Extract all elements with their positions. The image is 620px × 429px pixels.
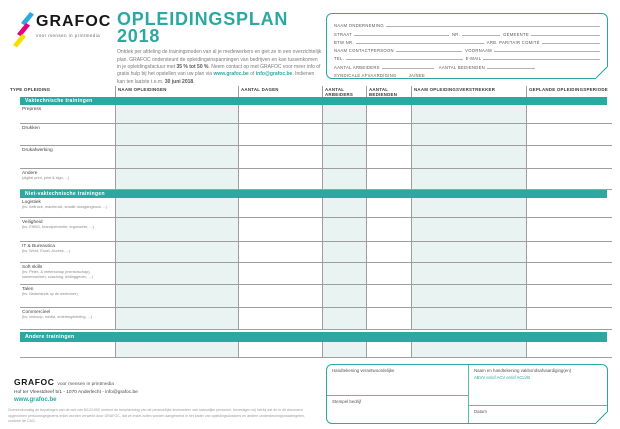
label-naam-contactpersoon: NAAM CONTACTPERSOON (334, 48, 394, 54)
table-row-drukafwerking (20, 146, 612, 169)
cell-aantal-dagen[interactable] (238, 198, 322, 217)
footer-brand-tagline: voor mensen in printmedia (57, 382, 114, 387)
intro-deadline: 30 juni 2018 (164, 78, 194, 85)
row-label: Prepress (22, 106, 42, 112)
field-tel[interactable] (346, 58, 463, 60)
cell-aantal-bedienden[interactable] (366, 169, 411, 189)
cell-naam-opleidingen[interactable] (115, 242, 238, 262)
row-label: Logistiek (22, 199, 41, 205)
field-aantal-bedienden[interactable] (487, 67, 535, 69)
cell-aantal-bedienden[interactable] (366, 308, 411, 329)
table-row-prepress (20, 105, 612, 124)
cell-opleidingsperiode[interactable] (526, 263, 612, 284)
cell-naam-opleidingen[interactable] (115, 124, 238, 145)
row-sublabel: (bv. verkoop, media, orderbegeleiding, ...) (22, 315, 92, 319)
table-row-talen (20, 285, 612, 308)
signature-box (326, 364, 608, 424)
cell-opleidingsverstrekker[interactable] (411, 308, 526, 329)
table-row-it-bureautica (20, 242, 612, 263)
website-link[interactable]: www.grafoc.be (213, 71, 249, 78)
intro-text: of (248, 71, 256, 78)
date-label: Datum (474, 409, 487, 414)
label-gemeente: GEMEENTE (503, 31, 529, 37)
section-header-andere (20, 332, 607, 342)
cell-aantal-bedienden[interactable] (366, 285, 411, 307)
row-label: Soft skills (22, 264, 43, 270)
page-title-line1: OPLEIDINGSPLAN (117, 9, 289, 29)
cell-opleidingsverstrekker[interactable] (411, 342, 526, 357)
cell-naam-opleidingen[interactable] (115, 169, 238, 189)
cell-opleidingsverstrekker[interactable] (411, 105, 526, 123)
signature-label: Handtekening verantwoordelijke (332, 368, 395, 373)
cell-naam-opleidingen[interactable] (115, 198, 238, 217)
row-sublabel: (digital print, print & sign, ...) (22, 176, 70, 180)
cell-aantal-arbeiders[interactable] (322, 218, 366, 241)
section-header-niet-vaktechnisch (20, 190, 607, 198)
signature-field-verantwoordelijke[interactable] (327, 365, 468, 396)
brand-block (36, 13, 111, 38)
cell-aantal-bedienden[interactable] (366, 124, 411, 145)
row-label: Veiligheid (22, 219, 43, 225)
col-header-naam-opleidingen: NAAM OPLEIDINGEN (115, 86, 238, 97)
cell-aantal-dagen[interactable] (238, 263, 322, 284)
table-row-andere-vaktechnisch (20, 169, 612, 190)
cell-opleidingsperiode[interactable] (526, 342, 612, 357)
col-header-aantal-arbeiders: AANTAL ARBEIDERS (322, 86, 366, 97)
field-straat[interactable] (354, 34, 449, 36)
signature-field-vakbond[interactable] (469, 365, 607, 406)
cell-opleidingsverstrekker[interactable] (411, 146, 526, 168)
cell-naam-opleidingen[interactable] (115, 263, 238, 284)
label-syndicale-afvaardiging: SYNDICALE AFVAARDIGING (334, 73, 397, 79)
footer-brand-name: GRAFOC (14, 377, 55, 387)
brand-tagline: voor mensen in printmedia (36, 32, 101, 38)
cell-opleidingsverstrekker[interactable] (411, 285, 526, 307)
col-header-opleidingsverstrekker: NAAM OPLEIDINGSVERSTREKKER (411, 86, 526, 97)
cell-naam-opleidingen[interactable] (115, 285, 238, 307)
table-row-soft-skills (20, 263, 612, 285)
footer-address: Hof ter Vleestdreef 5/1 - 1070 Anderlecht - info@grafoc.be (14, 389, 138, 395)
row-sublabel: (bv. heftruck, reachtruck, smalle doorgangtruck, ...) (22, 205, 108, 209)
cell-aantal-bedienden[interactable] (366, 146, 411, 168)
field-ja-nee-choice[interactable]: JA/NEE (408, 73, 426, 79)
corner-cut-decoration (596, 67, 608, 79)
cell-opleidingsperiode[interactable] (526, 198, 612, 217)
cell-opleidingsperiode[interactable] (526, 285, 612, 307)
col-header-aantal-bedienden: AANTAL BEDIENDEN (366, 86, 411, 97)
intro-text: Ontdek per afdeling de trainingsnoden van al je medewerkers en giet ze in een overzichtelijk plan. GRAFOC ondersteunt de opleidingsinspanningen van bedrijven en kan tussenkomen in je opleidingsfactuur met (117, 49, 322, 70)
table-row-commercieel (20, 308, 612, 330)
row-sublabel: (bv. Peter- & meterschap (mentorschap), samenwerken, coaching, leidinggeven, ...) (22, 270, 93, 279)
col-header-type-opleiding: TYPE OPLEIDING (10, 87, 51, 92)
cell-naam-opleidingen[interactable] (115, 342, 238, 357)
label-nr: NR. (451, 31, 461, 37)
corner-cut-decoration (596, 412, 608, 424)
footer-block (14, 377, 138, 403)
field-naam-contactpersoon[interactable] (396, 50, 462, 52)
cell-aantal-bedienden[interactable] (366, 242, 411, 262)
grafoc-logo-icon (13, 10, 35, 48)
section-header-vaktechnisch (20, 97, 607, 105)
training-plan-table (8, 86, 612, 358)
cell-aantal-dagen[interactable] (238, 285, 322, 307)
footer-website-link[interactable]: www.grafoc.be (14, 397, 57, 403)
cell-aantal-bedienden[interactable] (366, 198, 411, 217)
section-title: Vaktechnische trainingen (25, 98, 93, 104)
row-label: IT & Bureautica (22, 243, 55, 249)
cell-opleidingsperiode[interactable] (526, 169, 612, 189)
cell-aantal-dagen[interactable] (238, 124, 322, 145)
cell-opleidingsverstrekker[interactable] (411, 218, 526, 241)
cell-aantal-arbeiders[interactable] (322, 285, 366, 307)
table-row-logistiek (20, 198, 612, 218)
cell-opleidingsverstrekker[interactable] (411, 242, 526, 262)
cell-aantal-dagen[interactable] (238, 218, 322, 241)
date-field[interactable] (469, 406, 607, 423)
label-tel: TEL. (334, 56, 345, 62)
cell-naam-opleidingen[interactable] (115, 105, 238, 123)
label-straat: STRAAT (334, 31, 353, 37)
col-header-aantal-dagen: AANTAL DAGEN (238, 86, 322, 97)
label-aantal-arbeiders: AANTAL ARBEIDERS (334, 64, 380, 70)
label-btw-nr: BTW NR. (334, 39, 354, 45)
cell-opleidingsperiode[interactable] (526, 308, 612, 329)
stamp-label: Stempel bedrijf (332, 399, 362, 404)
section-title: Andere trainingen (25, 334, 75, 340)
cell-aantal-dagen[interactable] (238, 146, 322, 168)
intro-text: . (193, 78, 195, 85)
field-btw-nr[interactable] (356, 42, 484, 44)
cell-aantal-arbeiders[interactable] (322, 124, 366, 145)
cell-aantal-dagen[interactable] (238, 169, 322, 189)
field-nr[interactable] (462, 34, 500, 36)
row-sublabel: (bv. EHBO, brandpreventie, ergonomie, ...) (22, 225, 94, 229)
table-row-veiligheid (20, 218, 612, 242)
cell-opleidingsperiode[interactable] (526, 124, 612, 145)
intro-text: . Indienen kan ten laatste t.e.m. (117, 71, 315, 85)
field-email[interactable] (483, 58, 600, 60)
cell-opleidingsverstrekker[interactable] (411, 169, 526, 189)
cell-opleidingsverstrekker[interactable] (411, 198, 526, 217)
email-link[interactable]: info@grafoc.be (255, 71, 293, 78)
intro-discount: 35 % tot 50 % (176, 63, 209, 70)
cell-aantal-bedienden[interactable] (366, 218, 411, 241)
row-label: Talen (22, 286, 34, 292)
brand-name: GRAFOC (36, 13, 112, 30)
title-block (117, 11, 322, 86)
intro-paragraph (117, 49, 322, 86)
label-naam-onderneming: NAAM ONDERNEMING (334, 23, 384, 29)
table-header-row (8, 86, 612, 95)
cell-opleidingsperiode[interactable] (526, 146, 612, 168)
table-row-drukken (20, 124, 612, 146)
cell-aantal-arbeiders[interactable] (322, 242, 366, 262)
section-title: Niet-vaktechnische trainingen (25, 191, 105, 197)
table-row-andere-empty (20, 342, 612, 358)
cell-aantal-dagen[interactable] (238, 308, 322, 329)
cell-aantal-bedienden[interactable] (366, 342, 411, 357)
page-title-line2: 2018 (117, 26, 161, 47)
field-gemeente[interactable] (531, 34, 600, 36)
cell-aantal-arbeiders[interactable] (322, 263, 366, 284)
cell-aantal-dagen[interactable] (238, 105, 322, 123)
cell-opleidingsverstrekker[interactable] (411, 263, 526, 284)
row-sublabel: (bv. Nederlands op de werkvloer) (22, 292, 78, 296)
col-header-opleidingsperiode: GEPLANDE OPLEIDINGSPERIODE (526, 86, 612, 97)
cell-aantal-bedienden[interactable] (366, 263, 411, 284)
row-label: Commercieel (22, 309, 51, 315)
label-paritair-comite: ARB. PARITAIR COMITÉ (486, 39, 540, 45)
label-aantal-bedienden: AANTAL BEDIENDEN (438, 64, 485, 70)
vakbond-label: Naam en handtekening vakbondsafvaardiging(en) (474, 368, 572, 373)
company-stamp-field[interactable] (327, 396, 468, 423)
row-label: Drukken (22, 125, 40, 131)
cell-opleidingsverstrekker[interactable] (411, 124, 526, 145)
privacy-disclaimer: Overeenkomstig de bepalingen van de wet van 8/12/1992 omtrent de bescherming van de persoonlijke levenssfeer van natuurlijke personen, bevestigen wij hierbij dat de in dit document opgenomen persoonsgegevens enkel worden verwerkt door GRAFOC, dat ze enkel zullen worden aangewend in het kader van opleidingsdossiers en andere ondersteuningsmaatregelen, conform de CAO. (8, 408, 305, 424)
cell-aantal-arbeiders[interactable] (322, 146, 366, 168)
intro-text: . Neem contact op met GRAFOC voor meer info of gratis hulp bij het opstellen van uw plan via (117, 63, 321, 78)
cell-naam-opleidingen[interactable] (115, 218, 238, 241)
cell-aantal-arbeiders[interactable] (322, 342, 366, 357)
cell-aantal-dagen[interactable] (238, 342, 322, 357)
field-paritair-comite[interactable] (542, 42, 600, 44)
company-info-box (326, 13, 608, 79)
field-naam-onderneming[interactable] (386, 25, 600, 27)
label-voornaam: VOORNAAM (465, 48, 492, 54)
cell-opleidingsperiode[interactable] (526, 242, 612, 262)
vakbond-unions-label: ABVV en/of ACV en/of ACLVB (474, 374, 531, 380)
cell-aantal-arbeiders[interactable] (322, 105, 366, 123)
field-aantal-arbeiders[interactable] (382, 67, 434, 69)
row-label: Drukafwerking (22, 147, 53, 153)
cell-opleidingsperiode[interactable] (526, 105, 612, 123)
cell-naam-opleidingen[interactable] (115, 308, 238, 329)
cell-opleidingsperiode[interactable] (526, 218, 612, 241)
cell-aantal-bedienden[interactable] (366, 105, 411, 123)
cell-aantal-arbeiders[interactable] (322, 198, 366, 217)
row-label: Andere (22, 170, 38, 176)
field-voornaam[interactable] (494, 50, 600, 52)
cell-aantal-dagen[interactable] (238, 242, 322, 262)
label-email: E-MAIL (465, 56, 482, 62)
cell-naam-opleidingen[interactable] (115, 146, 238, 168)
cell-aantal-arbeiders[interactable] (322, 308, 366, 329)
row-sublabel: (bv. Word, Excel, Access, ...) (22, 249, 71, 253)
cell-aantal-arbeiders[interactable] (322, 169, 366, 189)
